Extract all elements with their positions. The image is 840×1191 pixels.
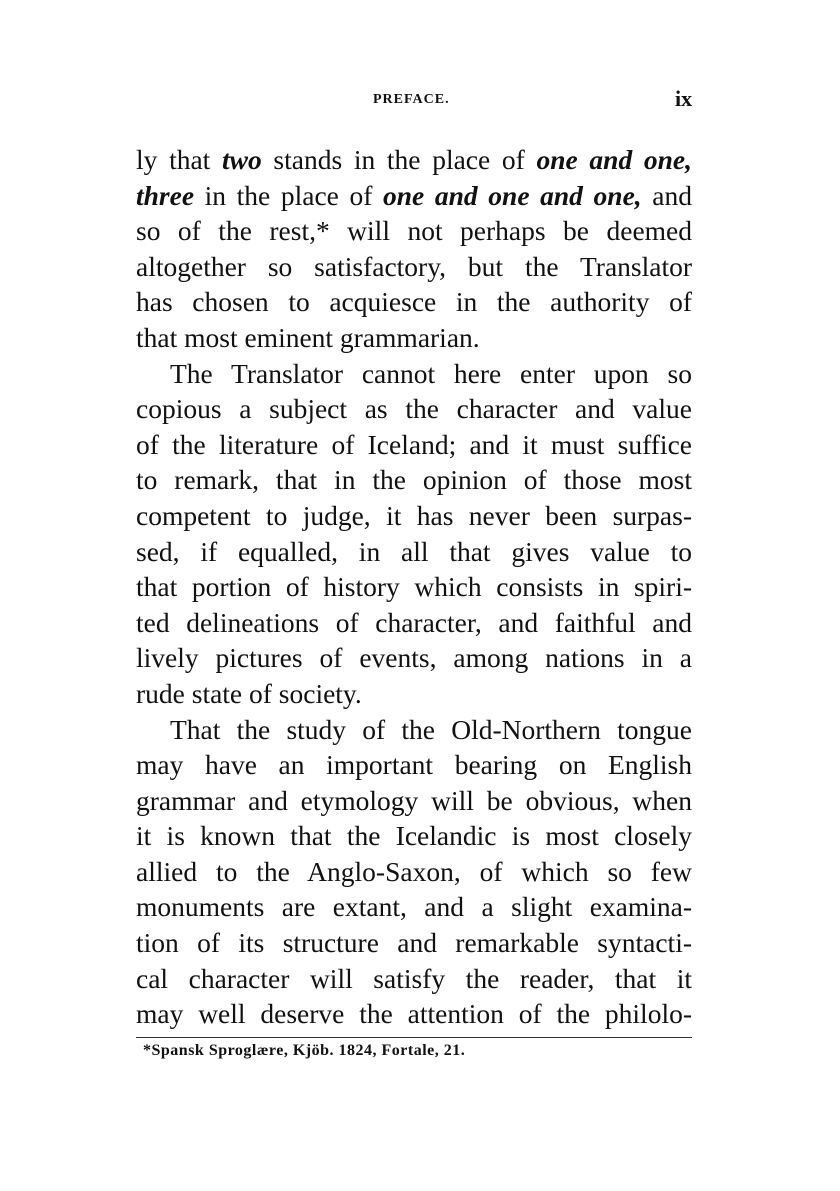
text-line-20: it is known that the Icelandic is most closely: [136, 820, 692, 852]
text-line-16: rude state of society.: [136, 677, 362, 709]
text-line-17: That the study of the Old-Northern tongue: [170, 713, 692, 745]
text-line-1: ly that two stands in the place of one and one,: [136, 144, 692, 175]
text-line-2: three in the place of one and one and one, and: [136, 179, 692, 211]
footnote-divider: [136, 1037, 692, 1038]
text-line-14: ted delineations of character, and faithful and: [136, 606, 692, 638]
running-title: PREFACE.: [373, 92, 450, 107]
text-line-19: grammar and etymology will be obvious, when: [136, 784, 692, 816]
text-line-18: may have an important bearing on English: [136, 749, 692, 781]
text-line-15: lively pictures of events, among nations in a: [136, 642, 692, 674]
text-line-25: may well deserve the attention of the philolo-: [136, 998, 692, 1030]
text-line-9: of the literature of Iceland; and it must suffice: [136, 428, 692, 460]
text-line-22: monuments are extant, and a slight examina-: [136, 891, 692, 923]
text-line-24: cal character will satisfy the reader, that it: [136, 962, 692, 994]
text-line-23: tion of its structure and remarkable syntacti-: [136, 927, 692, 959]
footnote: *Spansk Sproglære, Kjöb. 1824, Fortale, 21.: [143, 1042, 466, 1059]
text-line-8: copious a subject as the character and value: [136, 393, 692, 425]
text-line-7: The Translator cannot here enter upon so: [170, 357, 692, 389]
text-line-12: sed, if equalled, in all that gives value to: [136, 535, 692, 567]
page-number: ix: [675, 86, 693, 111]
text-line-10: to remark, that in the opinion of those most: [136, 464, 692, 496]
text-line-11: competent to judge, it has never been surpas-: [136, 499, 692, 531]
text-line-6: that most eminent grammarian.: [136, 321, 480, 353]
text-line-5: has chosen to acquiesce in the authority of: [136, 286, 692, 318]
text-line-13: that portion of history which consists in spiri-: [136, 571, 692, 603]
text-line-4: altogether so satisfactory, but the Translator: [136, 250, 692, 282]
text-line-21: allied to the Anglo-Saxon, of which so few: [136, 855, 692, 887]
body-text: [136, 142, 692, 1032]
text-line-3: so of the rest,* will not perhaps be deemed: [136, 215, 692, 247]
